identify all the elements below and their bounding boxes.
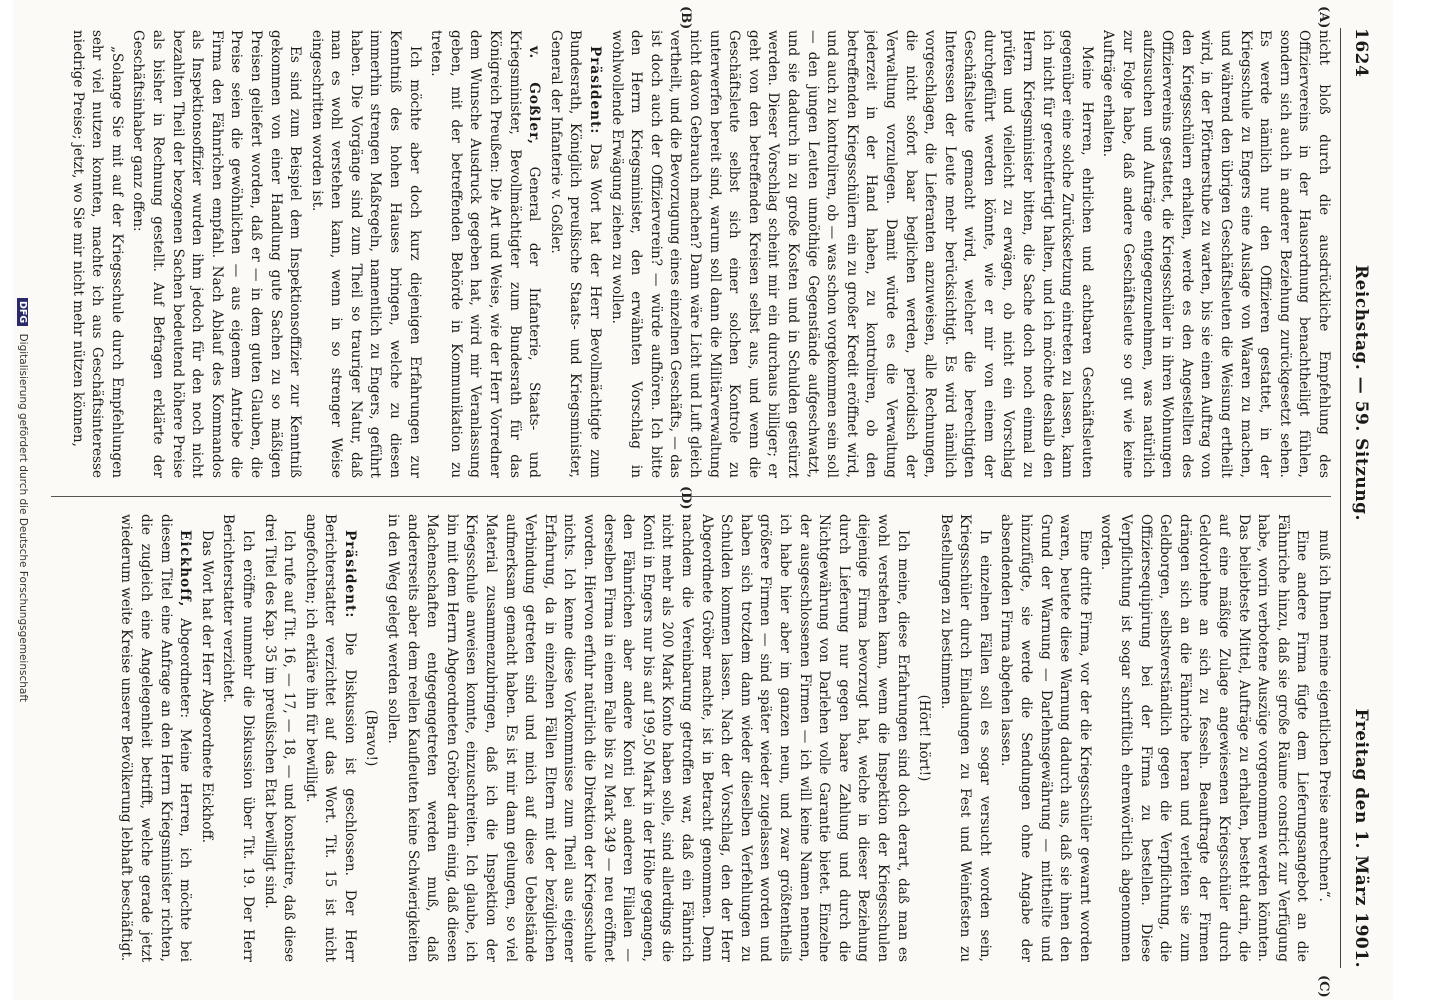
paragraph	[996, 514, 1094, 962]
paragraph-text: „Solange Sie mit auf der Kriegsschule durch Empfehlungen sehr viel nutzen konnten, machte ich aus Geschäftsinteresse niedrige Preise; jetzt, wo Sie mir nicht mehr nützen können,	[69, 30, 125, 478]
paragraph-text: Es sind zum Beispiel dem Inspektionsoffizier zur Kenntniß gekommen von einer Handlung gute Sachen zu so mäßigen Preisen geliefert worden, daß er — in dem guten Glauben, die Preise seien die gewöhnlichen — aus eigenem Antriebe die Firma den Fähnrichen empfahl. Nach Ablauf des Kommandos als Inspektionsoffizier wurden ihm jedoch für den noch nicht bezahlten Theil der bezogenen Sachen bedeutend höhere Preise als bisher in Rechnung gestellt. Auf Befragen erklärte der Geschäftsinhaber ganz offen:	[130, 30, 304, 478]
margin-marker-a: (A)	[1316, 6, 1331, 29]
speaker-name: Eickhoff,	[177, 530, 194, 608]
paragraph	[196, 514, 216, 962]
page-header	[1340, 28, 1371, 968]
speaker-name: Präsident:	[587, 46, 604, 135]
paragraph	[259, 514, 298, 962]
paragraph	[1098, 30, 1333, 478]
paragraph	[116, 514, 194, 962]
paragraph	[383, 514, 912, 962]
paragraph	[128, 30, 304, 478]
paragraph	[361, 514, 381, 962]
paragraph	[545, 30, 604, 478]
paragraph-text: Ich möchte aber doch kurz diejenigen Erfahrungen zur Kenntniß des hohen Hauses bringen, welche zu diesen immerhin strengen Maßregeln, namentlich zu Engers, geführt haben. Die Vorgänge sind zum Theil so trauriger Natur, daß man es wohl verstehen kann, wenn in so strenger Weise eingeschritten worden ist.	[308, 30, 423, 478]
paragraph-text: Das Wort hat der Herr Bevollmächtigte zum Bundesrath, Königlich preußische Staats- und Kriegsminister, General der Infanterie v. Goßler.	[547, 30, 604, 478]
paragraph	[1313, 514, 1333, 962]
margin-marker-b: (B)	[678, 6, 693, 30]
paragraph	[426, 30, 544, 478]
paragraph-text: In einzelnen Fällen soll es sogar versucht worden sein, Kriegsschüler durch Einladungen zu Fest und Weinfesten zu Bestellungen zu bestimmen.	[937, 514, 993, 962]
paragraph-text: (Hört! hört!)	[916, 694, 933, 782]
page-footer	[17, 0, 29, 1000]
footer-text: Digitalisierung gefördert durch die Deutsche Forschungsgemeinschaft	[17, 333, 29, 702]
right-column	[43, 514, 1333, 962]
paragraph-text: General der Infanterie, Staats- und Kriegsminister, Bevollmächtigter zum Bundesrath für das Königreich Preußen: Die Art und Weise, wie der Herr Vorredner dem Wunsche Ausdruck gegeben hat, wird mir Veranlassung geben, mit der betreffenden Behörde in Kommunikation zu treten.	[428, 30, 543, 478]
paragraph-text: nicht bloß durch die ausdrückliche Empfehlung des Offiziervereins in der Hausordnung benachtheiligt fühlen, sondern sich auch in anderer Beziehung zurückgesetzt sehen. Es werde nämlich nur den Offizieren gestattet, in der Kriegsschule zu Engers eine Auslage von Waaren zu machen, und während den übrigen Geschäftsleuten die Weisung ertheilt wird, in der Pförtnerstube zu warten, bis sie einen Auftrag von den Kriegsschülern erhalten, werde es den Angestellten des Offiziervereins gestattet, die Kriegsschüler in ihren Wohnungen aufzusuchen und Aufträge entgegenzunehmen, was natürlich zur Folge habe, daß andere Geschäftsleute so gut wie keine Aufträge erhalten.	[1100, 30, 1332, 478]
margin-marker-d: (D)	[678, 486, 693, 510]
column-divider	[51, 496, 1331, 497]
paragraph-text: Ich rufe auf Tit. 16, — 17, — 18, — und konstatire, daß diese drei Titel des Kap. 35 im preußischen Etat bewilligt sind.	[261, 514, 298, 962]
paragraph-text: (Bravo!)	[363, 709, 380, 767]
paragraph-text: Ich eröffne nunmehr die Diskussion über Tit. 19. Der Herr Berichterstatter verzichtet.	[220, 514, 256, 962]
paragraph	[914, 514, 934, 962]
page-title: Reichstag. — 59. Sitzung.	[1351, 264, 1371, 521]
paragraph-text: muß ich Ihnen meine eigentlichen Preise anrechnen“.	[1316, 530, 1332, 903]
paragraph-text: Meine Herren, ehrlichen und achtbaren Geschäftsleuten gegenüber eine solche Zurücksetzung eintreten zu lassen, kann ich nicht für gerechtfertigt halten, und ich möchte deshalb den Herrn Kriegsminister bitten, die Sache doch noch einmal zu prüfen und vielleicht zu erwägen, ob nicht ein Vorschlag durchgeführt werden könnte, wie er mir von einem der Geschäftsleute gemacht wird, welcher die berechtigten Interessen der Leute mehr berücksichtigt. Es wird nämlich vorgeschlagen, die Lieferanten anzuweisen, alle Rechnungen, die nicht sofort baar beglichen werden, periodisch der Verwaltung vorzulegen. Damit würde es die Verwaltung jederzeit in der Hand haben, zu kontroliren, ob den betreffenden Kriegsschülern ein zu großer Kredit eröffnet wird, und auch zu kontroliren, ob — was schon vorgekommen sein soll — den jungen Leuten unnöthige Gegenstände aufgeschwatzt, und sie dadurch in zu große Kosten und in Schulden gestürzt werden. Dieser Vorschlag scheint mir ein durchaus billiger; er geht von den betreffenden Kreisen selbst aus, und wenn die Geschäftsleute selbst sich einer solchen Kontrole zu unterwerfen bereit sind, warum soll dann die Militärverwaltung nicht davon Gebrauch machen? Dann wäre Licht und Luft gleich vertheilt, und die Bevorzugung eines einzelnen Geschäfts, — das ist doch auch der Offizierverein? — würde aufhören. Ich bitte den Herrn Kriegsminister, den erwähnten Vorschlag in wohlwollende Erwägung ziehen zu wollen.	[608, 30, 1095, 478]
paragraph-text: Abgeordneter: Meine Herren, ich möchte bei diesem Titel eine Anfrage an den Herrn Kriegsminister richten, die zugleich eine Angelegenheit betrifft, welche gerade jetzt wiederum weite Kreise unserer Bevölkerung lebhaft beschäftigt.	[118, 514, 194, 962]
paragraph	[218, 514, 257, 962]
left-column	[43, 30, 1333, 478]
paragraph-text: Ich meine, diese Erfahrungen sind doch derart, daß man es wohl verstehen kann, wenn die Inspektion der Kriegsschulen diejenige Firma bevorzugt hat, welche in dieser Beziehung durch Lieferung nur gegen baare Zahlung und durch die Nichtgewährung von Darlehen volle Garantie bietet. Einzelne der ausgeschlossenen Firmen — ich will keine Namen nennen, ich habe hier aber im ganzen neun, und zwar größtentheils größere Firmen — sind später wieder zugelassen worden und haben sich trotzdem dann wieder dieselben Verfehlungen zu Schulden kommen lassen. Nach der Vorschlag, den der Herr Abgeordnete Gröber machte, ist in Betracht genommen. Denn nachdem die Vereinbarung getroffen war, daß ein Fähnrich nicht mehr als 200 Mark Konto haben solle, sind allerdings die Konti in Engers nur bis auf 199,50 Mark in der Höhe gegangen, den Fähnrichen aber andere Konti bei anderen Filialen — derselben Firma in einem Falle bis zu Mark 349 — neu eröffnet worden. Hiervon erfuhr natürlich die Direktion der Kriegsschule nichts. Ich kenne diese Vorkommnisse zum Theil aus eigener Erfahrung, da in einzelnen Fällen Eltern mit der bezüglichen Verbindung getreten sind und mich auf diese Uebelstände aufmerksam gemacht haben. Es ist mir dann gelungen, so viel Material zusammenzubringen, daß ich die Inspektion der Kriegsschule anweisen konnte, einzuschreiten. Ich glaube, ich bin mit dem Herrn Abgeordneten Gröber darin einig, daß diesen Machenschaften entgegengetreten werden muß, daß andererseits aber dem reellen Kaufleuten keine Schwierigkeiten in den Weg gelegt werden sollen.	[385, 514, 911, 962]
paragraph-text: Eine andere Firma fügte dem Lieferungsangebot an die Fähnriche hinzu, daß sie große Räume constrict zur Verfügung habe, worin verbotene Auszüge vorgenommen werden könnten. Das beliebteste Mittel, Aufträge zu erhalten, besteht darin, die auf eine mäßige Zulage angewiesenen Kriegsschüler durch Geldvorlehne an sich zu fesseln. Beauftragte der Firmen drängen sich an die Fähnriche heran und verleiten sie zum Geldborgen, selbstverständlich gegen die Verpflichtung, die Offiziersequipirung bei der Firma zu bestellen. Diese Verpflichtung ist sogar schriftlich ehrenwörtlich abgenommen worden.	[1098, 514, 1311, 962]
speaker-name: v. Goßler,	[526, 46, 543, 146]
speaker-name: Präsident:	[341, 530, 358, 619]
paragraph	[300, 514, 359, 962]
paragraph	[606, 30, 1096, 478]
document-page	[13, 0, 1393, 1000]
paragraph-text: Eine dritte Firma, vor der die Kriegsschüler gewarnt worden waren, beutete diese Warnung dadurch aus, daß sie ihnen den Grund der Warnung — Darlehnsgewährung — mittheilte und hinzufügte, sie werde die Sendungen ohne Angabe der absendenden Firma abgehen lassen.	[998, 514, 1093, 962]
paragraph	[1096, 514, 1312, 962]
dfg-logo: DFG	[17, 298, 28, 326]
page-date: Freitag den 1. März 1901.	[1351, 708, 1371, 968]
margin-marker-c: (C)	[1316, 975, 1331, 998]
paragraph-text: Das Wort hat der Herr Abgeordnete Eickhoff.	[198, 530, 215, 844]
page-number: 1624	[1351, 28, 1371, 78]
paragraph-text: Die Diskussion ist geschlossen. Der Herr Berichterstatter verzichtet auf das Wort. Tit. 15 ist nicht angefochten; ich erkläre ihn für bewilligt.	[302, 514, 358, 962]
paragraph	[67, 30, 126, 478]
paragraph	[935, 514, 994, 962]
paragraph	[306, 30, 424, 478]
